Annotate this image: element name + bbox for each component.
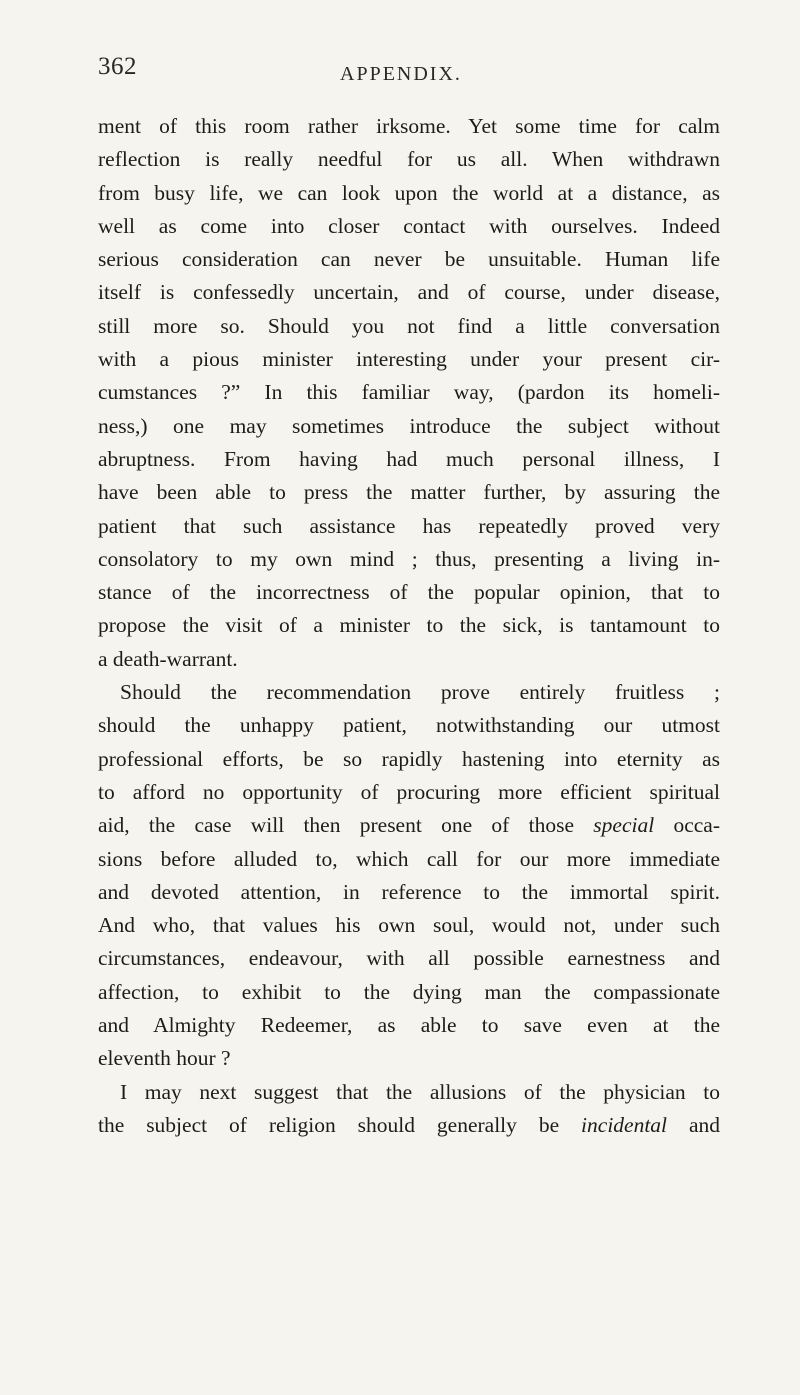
text-line: have been able to press the matter further, by assuring the	[98, 480, 720, 505]
body-text	[98, 110, 720, 1142]
text-line: abruptness. From having had much personal illness, I	[98, 446, 720, 471]
emphasis-text: incidental	[581, 1112, 668, 1137]
text-line: with a pious minister interesting under your present cir-	[98, 347, 720, 372]
text-line: well as come into closer contact with ourselves. Indeed	[98, 213, 720, 238]
text-segment: occa-	[673, 813, 721, 838]
text-segment: and	[688, 1112, 721, 1137]
text-line: and devoted attention, in reference to the immortal spirit.	[98, 879, 720, 904]
text-line: eleventh hour ?	[98, 1046, 231, 1071]
text-line: serious consideration can never be unsuitable. Human life	[98, 247, 720, 272]
text-line: stance of the incorrectness of the popular opinion, that to	[98, 580, 720, 605]
text-line-with-emphasis	[98, 1109, 720, 1142]
text-line: Should the recommendation prove entirely fruitless ;	[120, 680, 720, 705]
text-line: ment of this room rather irksome. Yet some time for calm	[98, 114, 720, 138]
text-segment: aid, the case will then present one of those	[98, 813, 574, 838]
emphasis-text: special	[593, 813, 655, 838]
text-line: from busy life, we can look upon the world at a distance, as	[98, 180, 720, 205]
text-line: professional efforts, be so rapidly hastening into eternity as	[98, 746, 720, 771]
text-line: cumstances ?” In this familiar way, (pardon its homeli-	[98, 380, 720, 405]
text-line: sions before alluded to, which call for our more immediate	[98, 846, 720, 871]
text-line: ness,) one may sometimes introduce the subject without	[98, 413, 720, 438]
text-line: and Almighty Redeemer, as able to save even at the	[98, 1013, 720, 1038]
text-line: affection, to exhibit to the dying man the compassionate	[98, 979, 720, 1004]
text-line: circumstances, endeavour, with all possible earnestness and	[98, 946, 720, 971]
text-line: propose the visit of a minister to the sick, is tantamount to	[98, 613, 720, 638]
text-line: consolatory to my own mind ; thus, presenting a living in-	[98, 546, 720, 571]
text-line: a death-warrant.	[98, 646, 238, 671]
text-line: should the unhappy patient, notwithstanding our utmost	[98, 713, 720, 738]
running-head: APPENDIX.	[340, 63, 462, 85]
text-line: reflection is really needful for us all. When withdrawn	[98, 147, 720, 172]
text-line: still more so. Should you not find a little conversation	[98, 313, 720, 338]
page-number: 362	[98, 53, 137, 80]
text-line: patient that such assistance has repeatedly proved very	[98, 513, 720, 538]
text-line: to afford no opportunity of procuring more efficient spiritual	[98, 779, 720, 804]
text-line-with-emphasis	[98, 809, 720, 842]
text-segment: the subject of religion should generally be	[98, 1112, 560, 1137]
text-line: I may next suggest that the allusions of the physician to	[120, 1079, 720, 1104]
text-line: And who, that values his own soul, would not, under such	[98, 913, 720, 938]
text-line: itself is confessedly uncertain, and of course, under disease,	[98, 280, 720, 305]
